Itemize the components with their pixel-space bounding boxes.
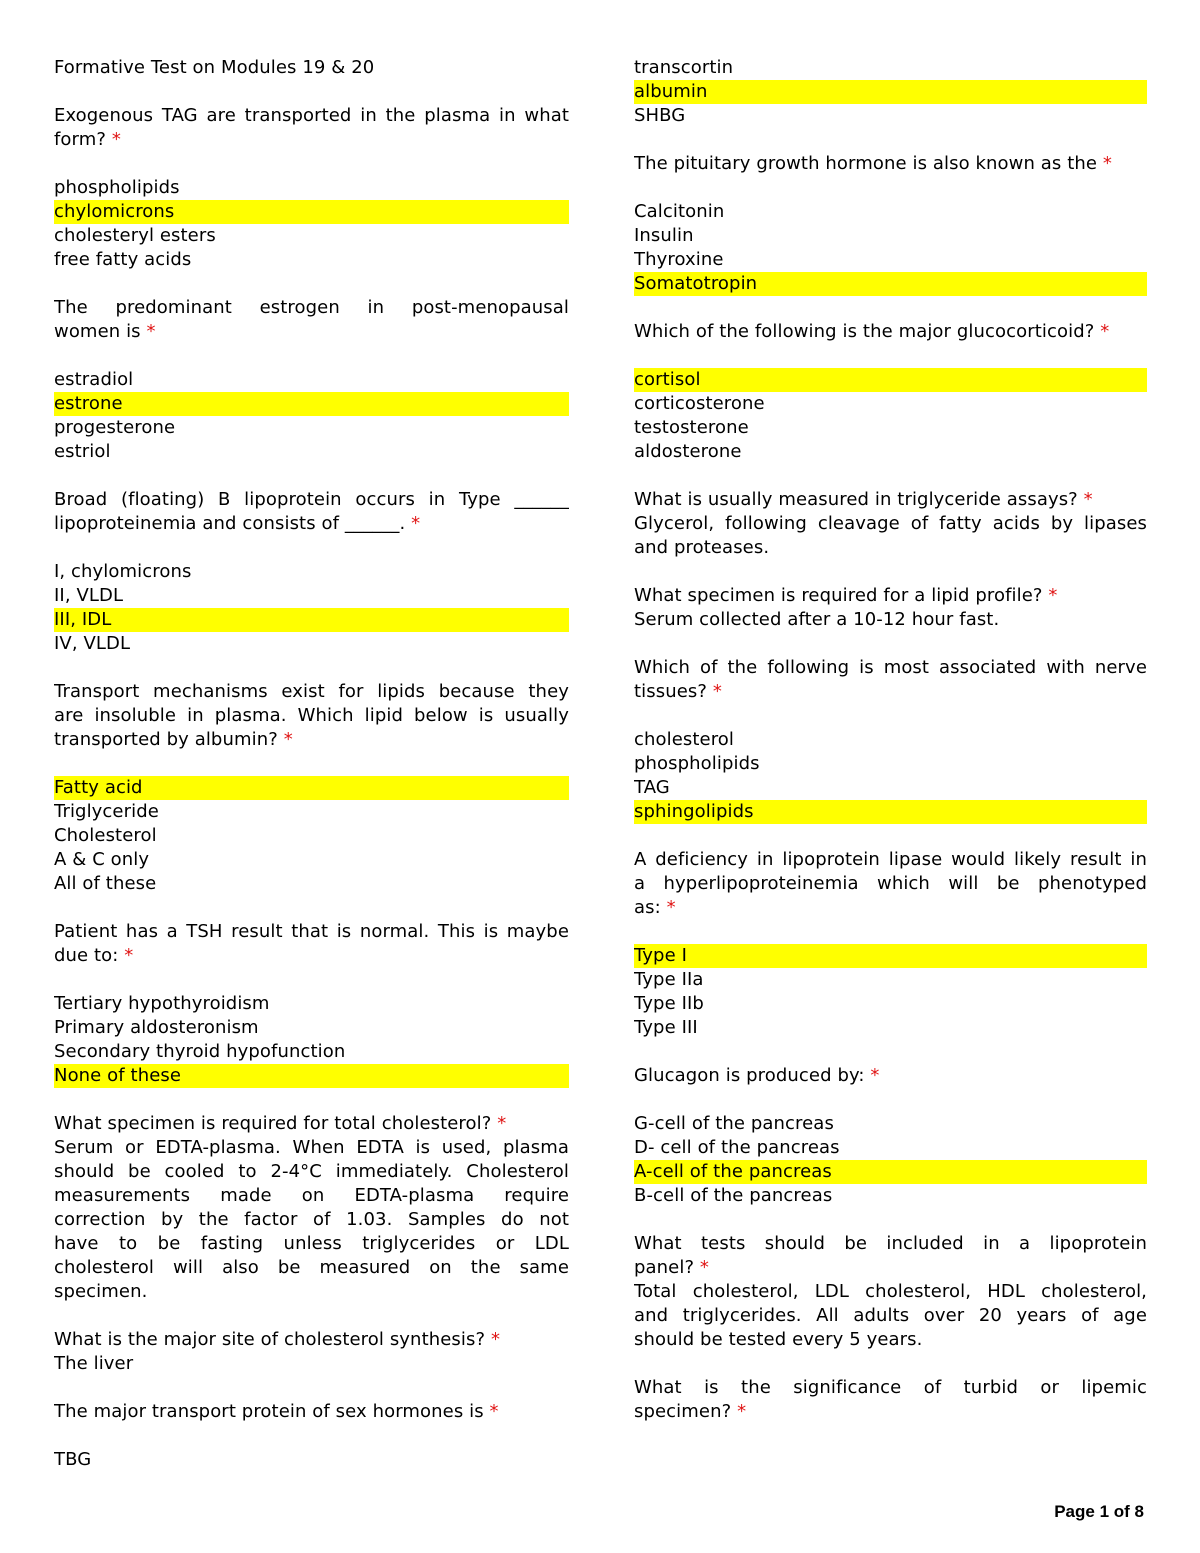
line-text: testosterone	[634, 417, 749, 438]
text-line	[634, 320, 1147, 344]
line-text: albumin	[634, 81, 708, 102]
text-line	[54, 560, 569, 584]
line-text: transcortin	[634, 57, 734, 78]
blank-line	[54, 272, 569, 296]
blank-line	[54, 464, 569, 488]
line-text: women is	[54, 321, 147, 342]
line-text: estrone	[54, 393, 123, 414]
highlighted-answer	[634, 80, 1147, 104]
required-asterisk: *	[1083, 489, 1093, 510]
line-text: Serum or EDTA-plasma. When EDTA is used, plasma	[54, 1137, 569, 1158]
highlighted-answer	[54, 392, 569, 416]
text-line	[54, 440, 569, 464]
line-text: Tertiary hypothyroidism	[54, 993, 270, 1014]
text-line	[634, 440, 1147, 464]
text-line	[634, 1112, 1147, 1136]
blank-line	[634, 344, 1147, 368]
text-line	[634, 56, 1147, 80]
required-asterisk: *	[124, 945, 134, 966]
page-of-word: of	[1109, 1502, 1135, 1521]
line-text: should be tested every 5 years.	[634, 1329, 923, 1350]
text-line	[634, 752, 1147, 776]
blank-line	[634, 128, 1147, 152]
blank-line	[54, 1088, 569, 1112]
required-asterisk: *	[699, 1257, 710, 1278]
text-line	[54, 1016, 569, 1040]
text-line	[634, 992, 1147, 1016]
left-column	[54, 56, 569, 1472]
blank-line	[634, 1088, 1147, 1112]
text-line	[54, 368, 569, 392]
line-text: tissues?	[634, 681, 713, 702]
text-line	[54, 1136, 569, 1160]
text-line	[54, 1184, 569, 1208]
highlighted-answer	[634, 272, 1147, 296]
line-text: B-cell of the pancreas	[634, 1185, 833, 1206]
line-text: III, IDL	[54, 609, 112, 630]
text-line	[54, 512, 569, 536]
line-text: sphingolipids	[634, 801, 754, 822]
text-line	[634, 1232, 1147, 1256]
required-asterisk: *	[490, 1329, 501, 1350]
text-line	[54, 1352, 569, 1376]
line-text: Insulin	[634, 225, 694, 246]
text-line	[634, 1064, 1147, 1088]
line-text: What specimen is required for a lipid profile?	[634, 585, 1049, 606]
line-text: specimen?	[634, 1401, 738, 1422]
text-line	[634, 728, 1147, 752]
text-line	[634, 248, 1147, 272]
text-line	[54, 1256, 569, 1280]
text-line	[634, 1016, 1147, 1040]
text-line	[634, 104, 1147, 128]
text-line	[54, 800, 569, 824]
required-asterisk: *	[283, 729, 293, 750]
text-line	[54, 920, 569, 944]
text-line	[54, 704, 569, 728]
line-text: correction by the factor of 1.03. Samples do not	[54, 1209, 569, 1230]
line-text: Total cholesterol, LDL cholesterol, HDL cholesterol,	[634, 1281, 1147, 1302]
text-line	[634, 848, 1147, 872]
text-line	[634, 680, 1147, 704]
text-line	[54, 1040, 569, 1064]
text-line	[634, 896, 1147, 920]
blank-line	[634, 560, 1147, 584]
text-line	[54, 104, 569, 128]
text-line	[54, 1280, 569, 1304]
highlighted-answer	[634, 800, 1147, 824]
line-text: Serum collected after a 10-12 hour fast.	[634, 609, 1000, 630]
line-text: What is usually measured in triglyceride assays?	[634, 489, 1084, 510]
blank-line	[634, 824, 1147, 848]
line-text: What specimen is required for total cholesterol?	[54, 1113, 498, 1134]
line-text: chylomicrons	[54, 201, 175, 222]
text-line	[54, 1400, 569, 1424]
line-text: free fatty acids	[54, 249, 192, 270]
text-line	[634, 536, 1147, 560]
text-line	[634, 776, 1147, 800]
required-asterisk: *	[146, 321, 156, 342]
text-line	[634, 1280, 1147, 1304]
line-text: estradiol	[54, 369, 134, 390]
line-text: Glucagon is produced by:	[634, 1065, 871, 1086]
line-text: SHBG	[634, 105, 686, 126]
blank-line	[634, 464, 1147, 488]
blank-line	[54, 344, 569, 368]
blank-line	[634, 1208, 1147, 1232]
line-text: Formative Test on Modules 19 & 20	[54, 57, 375, 78]
text-line	[634, 1376, 1147, 1400]
text-line	[634, 1400, 1147, 1424]
line-text: II, VLDL	[54, 585, 124, 606]
line-text: due to:	[54, 945, 125, 966]
required-asterisk: *	[111, 129, 121, 150]
line-text: Exogenous TAG are transported in the plasma in what	[54, 105, 569, 126]
line-text: A deficiency in lipoprotein lipase would likely result in	[634, 849, 1147, 870]
line-text: Fatty acid	[54, 777, 143, 798]
text-line	[634, 488, 1147, 512]
text-line	[634, 200, 1147, 224]
highlighted-answer	[634, 368, 1147, 392]
text-line	[634, 392, 1147, 416]
highlighted-answer	[54, 776, 569, 800]
text-line	[54, 1160, 569, 1184]
text-line	[634, 584, 1147, 608]
line-text: cholesterol will also be measured on the same	[54, 1257, 569, 1278]
text-line	[54, 632, 569, 656]
required-asterisk: *	[411, 513, 421, 534]
line-text: and proteases.	[634, 537, 770, 558]
line-text: Type I	[634, 945, 687, 966]
line-text: a hyperlipoproteinemia which will be phenotyped	[634, 873, 1147, 894]
page-total: 8	[1134, 1502, 1144, 1521]
line-text: specimen.	[54, 1281, 148, 1302]
line-text: cholesteryl esters	[54, 225, 216, 246]
blank-line	[634, 704, 1147, 728]
required-asterisk: *	[712, 681, 722, 702]
line-text: and triglycerides. All adults over 20 years of age	[634, 1305, 1147, 1326]
line-text: cortisol	[634, 369, 701, 390]
line-text: progesterone	[54, 417, 176, 438]
line-text: What tests should be included in a lipoprotein	[634, 1233, 1147, 1254]
page-current: 1	[1099, 1502, 1110, 1521]
line-text: TBG	[54, 1449, 92, 1470]
line-text: measurements made on EDTA-plasma require	[54, 1185, 569, 1206]
line-text: transported by albumin?	[54, 729, 284, 750]
text-line	[54, 296, 569, 320]
text-line	[54, 176, 569, 200]
blank-line	[54, 80, 569, 104]
line-text: Cholesterol	[54, 825, 157, 846]
line-text: What is the major site of cholesterol synthesis?	[54, 1329, 491, 1350]
required-asterisk: *	[870, 1065, 880, 1086]
text-line	[54, 248, 569, 272]
text-line	[54, 824, 569, 848]
blank-line	[54, 152, 569, 176]
text-line	[54, 1328, 569, 1352]
line-text: IV, VLDL	[54, 633, 131, 654]
text-line	[54, 1232, 569, 1256]
line-text: as:	[634, 897, 667, 918]
line-text: Triglyceride	[54, 801, 159, 822]
text-line	[54, 128, 569, 152]
line-text: phospholipids	[634, 753, 760, 774]
text-line	[634, 1136, 1147, 1160]
line-text: should be cooled to 2-4°C immediately. Cholesterol	[54, 1161, 569, 1182]
right-column	[634, 56, 1147, 1424]
text-line	[54, 584, 569, 608]
line-text: Which of the following is most associated with nerve	[634, 657, 1147, 678]
line-text: The major transport protein of sex hormones is	[54, 1401, 490, 1422]
required-asterisk: *	[737, 1401, 747, 1422]
line-text: estriol	[54, 441, 111, 462]
text-line	[634, 416, 1147, 440]
line-text: Transport mechanisms exist for lipids because they	[54, 681, 569, 702]
line-text: What is the significance of turbid or lipemic	[634, 1377, 1147, 1398]
line-text: A & C only	[54, 849, 150, 870]
blank-line	[54, 752, 569, 776]
text-line	[634, 512, 1147, 536]
text-line	[54, 320, 569, 344]
text-line	[54, 1112, 569, 1136]
text-line	[54, 488, 569, 512]
required-asterisk: *	[1100, 321, 1110, 342]
text-line	[634, 1328, 1147, 1352]
line-text: None of these	[54, 1065, 182, 1086]
required-asterisk: *	[1102, 153, 1113, 174]
text-line	[54, 224, 569, 248]
blank-line	[54, 1304, 569, 1328]
line-text: All of these	[54, 873, 157, 894]
line-text: G-cell of the pancreas	[634, 1113, 834, 1134]
blank-line	[54, 536, 569, 560]
line-text: cholesterol	[634, 729, 735, 750]
highlighted-answer	[54, 200, 569, 224]
blank-line	[54, 1376, 569, 1400]
line-text: Type IIb	[634, 993, 704, 1014]
page-word: Page	[1054, 1502, 1100, 1521]
highlighted-answer	[634, 944, 1147, 968]
line-text: Thyroxine	[634, 249, 724, 270]
line-text: D- cell of the pancreas	[634, 1137, 840, 1158]
line-text: form?	[54, 129, 112, 150]
text-line	[634, 1256, 1147, 1280]
line-text: are insoluble in plasma. Which lipid below is usually	[54, 705, 569, 726]
required-asterisk: *	[1048, 585, 1058, 606]
line-text: corticosterone	[634, 393, 765, 414]
text-line	[634, 608, 1147, 632]
text-line	[54, 56, 569, 80]
text-line	[54, 1208, 569, 1232]
line-text: Broad (floating) B lipoprotein occurs in Type ______	[54, 489, 569, 510]
line-text: lipoproteinemia and consists of ______.	[54, 513, 412, 534]
required-asterisk: *	[666, 897, 676, 918]
blank-line	[634, 176, 1147, 200]
line-text: A-cell of the pancreas	[634, 1161, 832, 1182]
line-text: Secondary thyroid hypofunction	[54, 1041, 346, 1062]
required-asterisk: *	[489, 1401, 499, 1422]
text-line	[54, 1448, 569, 1472]
text-line	[634, 872, 1147, 896]
text-line	[634, 656, 1147, 680]
required-asterisk: *	[497, 1113, 507, 1134]
text-line	[54, 872, 569, 896]
blank-line	[634, 920, 1147, 944]
line-text: have to be fasting unless triglycerides or LDL	[54, 1233, 569, 1254]
blank-line	[634, 296, 1147, 320]
line-text: Glycerol, following cleavage of fatty acids by lipases	[634, 513, 1147, 534]
line-text: Type III	[634, 1017, 698, 1038]
text-line	[634, 1184, 1147, 1208]
text-line	[634, 152, 1147, 176]
line-text: Which of the following is the major glucocorticoid?	[634, 321, 1101, 342]
blank-line	[634, 1040, 1147, 1064]
line-text: Primary aldosteronism	[54, 1017, 259, 1038]
highlighted-answer	[634, 1160, 1147, 1184]
text-line	[634, 968, 1147, 992]
blank-line	[634, 1352, 1147, 1376]
line-text: aldosterone	[634, 441, 742, 462]
text-line	[54, 680, 569, 704]
text-line	[54, 728, 569, 752]
text-line	[54, 848, 569, 872]
text-line	[54, 944, 569, 968]
line-text: The pituitary growth hormone is also known as the	[634, 153, 1103, 174]
line-text: Somatotropin	[634, 273, 758, 294]
text-line	[634, 224, 1147, 248]
line-text: The liver	[54, 1353, 134, 1374]
text-line	[54, 416, 569, 440]
blank-line	[634, 632, 1147, 656]
blank-line	[54, 656, 569, 680]
blank-line	[54, 1424, 569, 1448]
text-line	[54, 992, 569, 1016]
blank-line	[54, 896, 569, 920]
line-text: phospholipids	[54, 177, 180, 198]
line-text: Type IIa	[634, 969, 704, 990]
line-text: TAG	[634, 777, 670, 798]
line-text: The predominant estrogen in post-menopausal	[54, 297, 569, 318]
line-text: Calcitonin	[634, 201, 725, 222]
highlighted-answer	[54, 1064, 569, 1088]
line-text: Patient has a TSH result that is normal. This is maybe	[54, 921, 569, 942]
highlighted-answer	[54, 608, 569, 632]
text-line	[634, 1304, 1147, 1328]
line-text: panel?	[634, 1257, 700, 1278]
line-text: I, chylomicrons	[54, 561, 192, 582]
blank-line	[54, 968, 569, 992]
page-number	[1054, 1502, 1144, 1522]
